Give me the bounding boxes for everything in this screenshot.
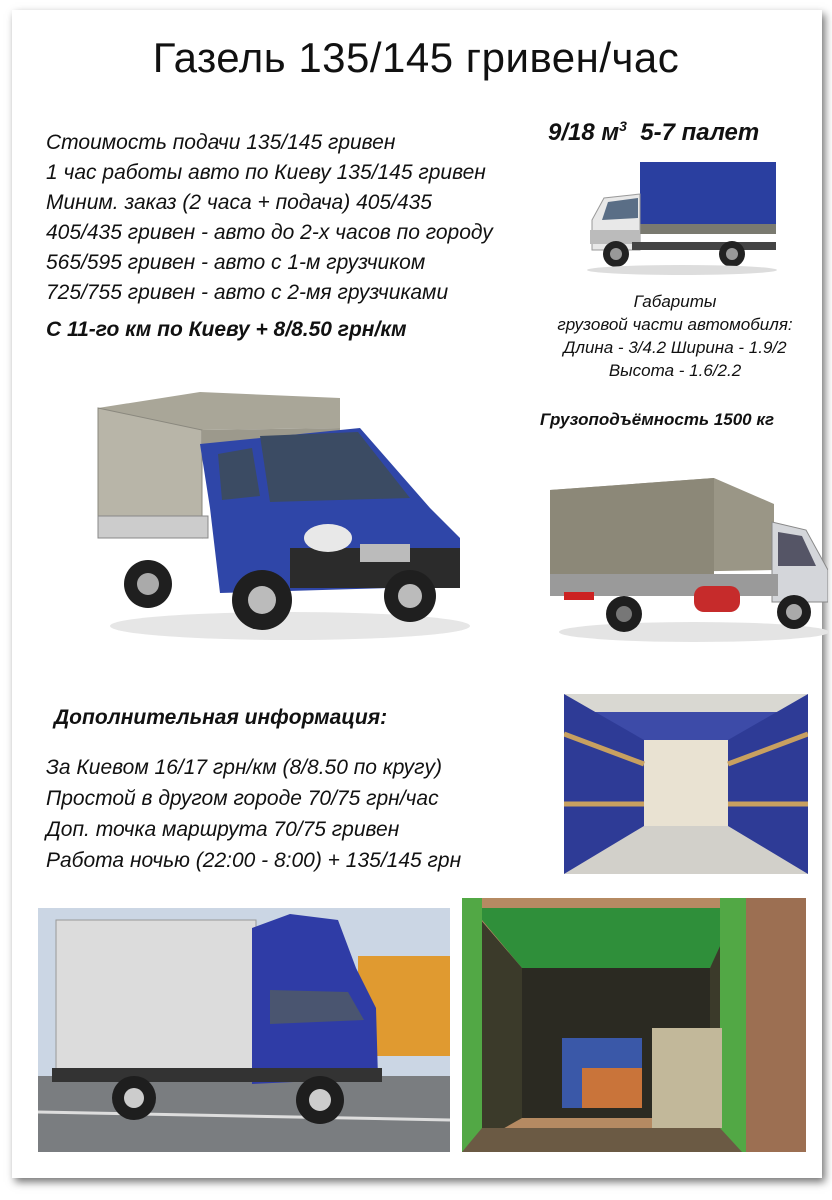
pricing-line: 725/755 гривен - авто с 2-мя грузчиками bbox=[46, 281, 449, 304]
additional-line: Работа ночью (22:00 - 8:00) + 135/145 грн bbox=[46, 849, 462, 872]
additional-line: За Киевом 16/17 грн/км (8/8.50 по кругу) bbox=[46, 756, 443, 779]
page-title: Газель 135/145 гривен/час bbox=[152, 34, 680, 81]
pricing-list bbox=[46, 128, 566, 308]
rear-tarp-truck-image bbox=[544, 474, 828, 644]
dimensions-line: грузовой части автомобиля: bbox=[557, 315, 793, 334]
dimensions-line: Габариты bbox=[633, 292, 717, 311]
payload-text: Грузоподъёмность 1500 кг bbox=[540, 410, 775, 429]
additional-heading: Дополнительная информация: bbox=[54, 706, 388, 729]
loaded-cargo-image bbox=[462, 898, 806, 1152]
small-blue-truck-image bbox=[582, 158, 782, 278]
dimensions-line: Длина - 3/4.2 Ширина - 1.9/2 bbox=[563, 338, 787, 357]
blue-gazel-tarp-image bbox=[90, 388, 470, 648]
dimensions-line: Высота - 1.6/2.2 bbox=[608, 361, 742, 380]
pricing-line: Стоимость подачи 135/145 гривен bbox=[46, 131, 396, 154]
pricing-line: 1 час работы авто по Киеву 135/145 гривен bbox=[46, 161, 486, 184]
additional-line: Простой в другом городе 70/75 грн/час bbox=[46, 787, 439, 810]
cargo-interior-image bbox=[564, 694, 808, 874]
capacity-unit-sup: 3 bbox=[619, 118, 627, 134]
km-rate: С 11-го км по Киеву + 8/8.50 грн/км bbox=[46, 318, 407, 341]
box-van-image bbox=[38, 908, 450, 1152]
capacity-heading bbox=[548, 118, 759, 147]
capacity-volume: 9/18 м bbox=[548, 119, 620, 146]
capacity-pallets: 5-7 палет bbox=[640, 119, 760, 146]
additional-list bbox=[46, 752, 461, 876]
pricing-line: 405/435 гривен - авто до 2-х часов по городу bbox=[46, 221, 493, 244]
dimensions-block bbox=[520, 290, 830, 382]
additional-line: Доп. точка маршрута 70/75 гривен bbox=[46, 818, 400, 841]
pricing-line: Миним. заказ (2 часа + подача) 405/435 bbox=[46, 191, 432, 214]
pricing-line: 565/595 гривен - авто с 1-м грузчиком bbox=[46, 251, 426, 274]
